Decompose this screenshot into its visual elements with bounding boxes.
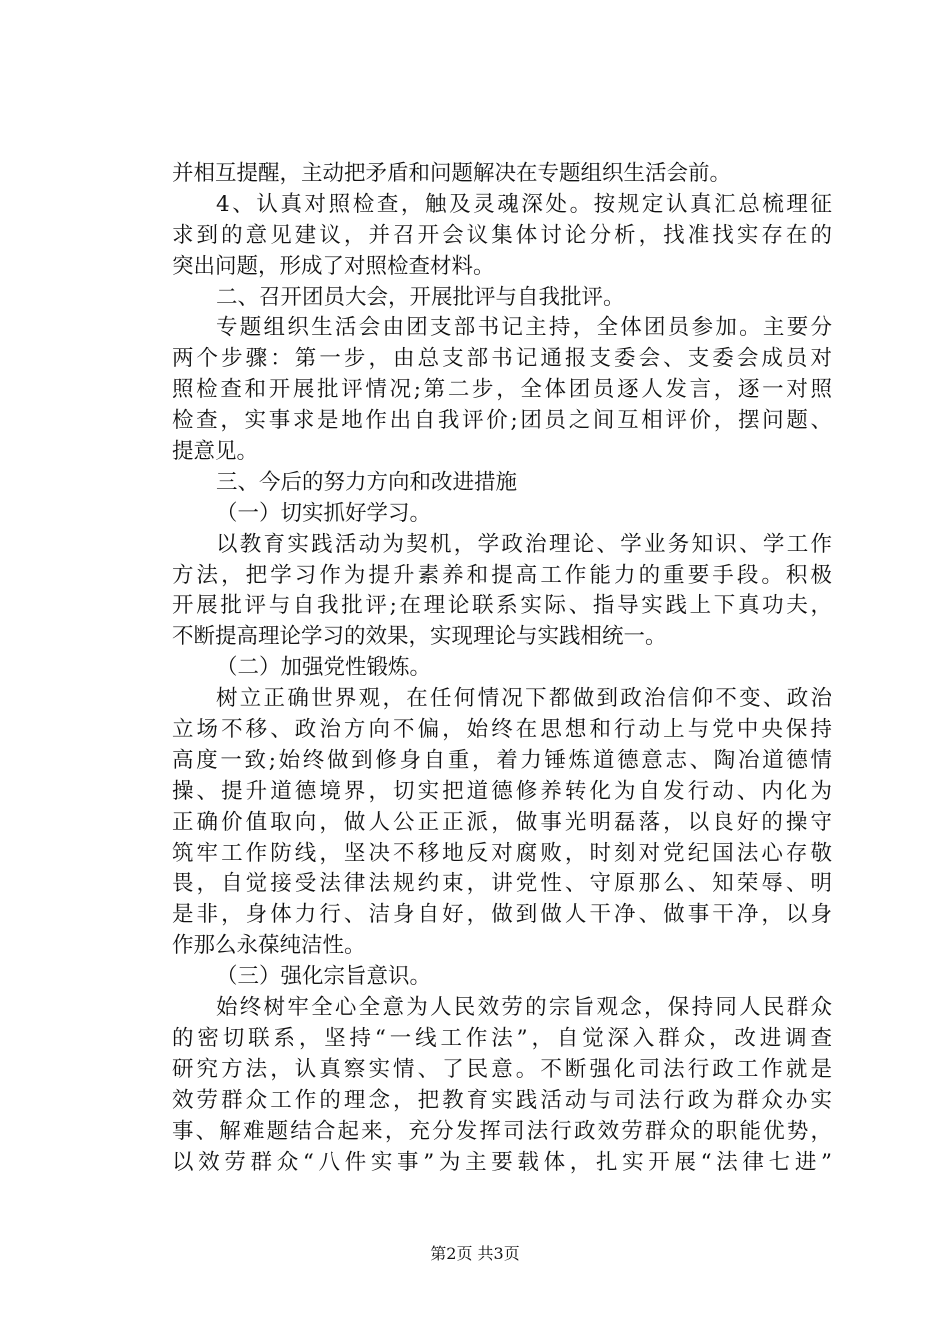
text-line: 正确价值取向，做人公正正派，做事光明磊落，以良好的操守 xyxy=(172,809,832,835)
text-line: 事、解难题结合起来，充分发挥司法行政效劳群众的职能优势， xyxy=(172,1118,832,1144)
text-line: 二、召开团员大会，开展批评与自我批评。 xyxy=(216,284,625,310)
text-line: 高度一致;始终做到修身自重，着力锤炼道德意志、陶冶道德情 xyxy=(172,747,832,773)
page-footer: 第2页 共3页 xyxy=(430,1244,520,1263)
text-line: 以效劳群众“八件实事”为主要载体，扎实开展“法律七进” xyxy=(172,1149,832,1175)
text-line: 检查，实事求是地作出自我评价;团员之间互相评价，摆问题、 xyxy=(172,408,832,434)
text-line: 提意见。 xyxy=(172,439,259,465)
text-line: 照检查和开展批评情况;第二步，全体团员逐人发言，逐一对照 xyxy=(172,377,832,403)
paragraph xyxy=(172,283,832,314)
text-line: 两个步骤：第一步，由总支部书记通报支委会、支委会成员对 xyxy=(172,346,832,372)
text-line: 树立正确世界观，在任何情况下都做到政治信仰不变、政治 xyxy=(216,686,832,712)
text-line: （二）加强党性锻炼。 xyxy=(216,655,432,681)
text-line: 畏，自觉接受法律法规约束，讲党性、守原那么、知荣辱、明 xyxy=(172,871,832,897)
text-line: 操、提升道德境界，切实把道德修养转化为自发行动、内化为 xyxy=(172,778,832,804)
paragraph xyxy=(172,962,832,993)
text-line: （三）强化宗旨意识。 xyxy=(216,964,432,990)
paragraph xyxy=(172,684,832,962)
text-line: 效劳群众工作的理念，把教育实践活动与司法行政为群众办实 xyxy=(172,1087,832,1113)
text-line: 4、认真对照检查，触及灵魂深处。按规定认真汇总梳理征 xyxy=(216,191,832,217)
text-line: 始终树牢全心全意为人民效劳的宗旨观念，保持同人民群众 xyxy=(216,995,832,1021)
paragraph xyxy=(172,468,832,499)
text-line: 求到的意见建议，并召开会议集体讨论分析，找准找实存在的 xyxy=(172,222,832,248)
text-line: 方法，把学习作为提升素养和提高工作能力的重要手段。积极 xyxy=(172,562,832,588)
text-line: （一）切实抓好学习。 xyxy=(216,500,432,526)
paragraph xyxy=(172,653,832,684)
text-line: 是非，身体力行、洁身自好，做到做人干净、做事干净，以身 xyxy=(172,902,832,928)
paragraph xyxy=(172,159,832,190)
paragraph xyxy=(172,530,832,654)
text-line: 开展批评与自我批评;在理论联系实际、指导实践上下真功夫， xyxy=(172,593,832,619)
paragraph xyxy=(172,499,832,530)
text-line: 研究方法，认真察实情、了民意。不断强化司法行政工作就是 xyxy=(172,1056,832,1082)
text-line: 不断提高理论学习的效果，实现理论与实践相统一。 xyxy=(172,624,667,650)
text-line: 作那么永葆纯洁性。 xyxy=(172,933,366,959)
text-line: 的密切联系，坚持“一线工作法”，自觉深入群众，改进调查 xyxy=(172,1025,832,1051)
text-line: 并相互提醒，主动把矛盾和问题解决在专题组织生活会前。 xyxy=(172,161,732,186)
text-line: 专题组织生活会由团支部书记主持，全体团员参加。主要分 xyxy=(216,315,832,341)
paragraph xyxy=(172,313,832,467)
paragraph xyxy=(172,190,832,283)
text-line: 突出问题，形成了对照检查材料。 xyxy=(172,253,495,279)
paragraph xyxy=(172,993,832,1178)
text-line: 立场不移、政治方向不偏，始终在思想和行动上与党中央保持 xyxy=(172,717,832,743)
text-line: 筑牢工作防线，坚决不移地反对腐败，时刻对党纪国法心存敬 xyxy=(172,840,832,866)
text-line: 三、今后的努力方向和改进措施 xyxy=(216,469,518,495)
document-body xyxy=(172,159,832,1178)
text-line: 以教育实践活动为契机，学政治理论、学业务知识、学工作 xyxy=(216,531,832,557)
